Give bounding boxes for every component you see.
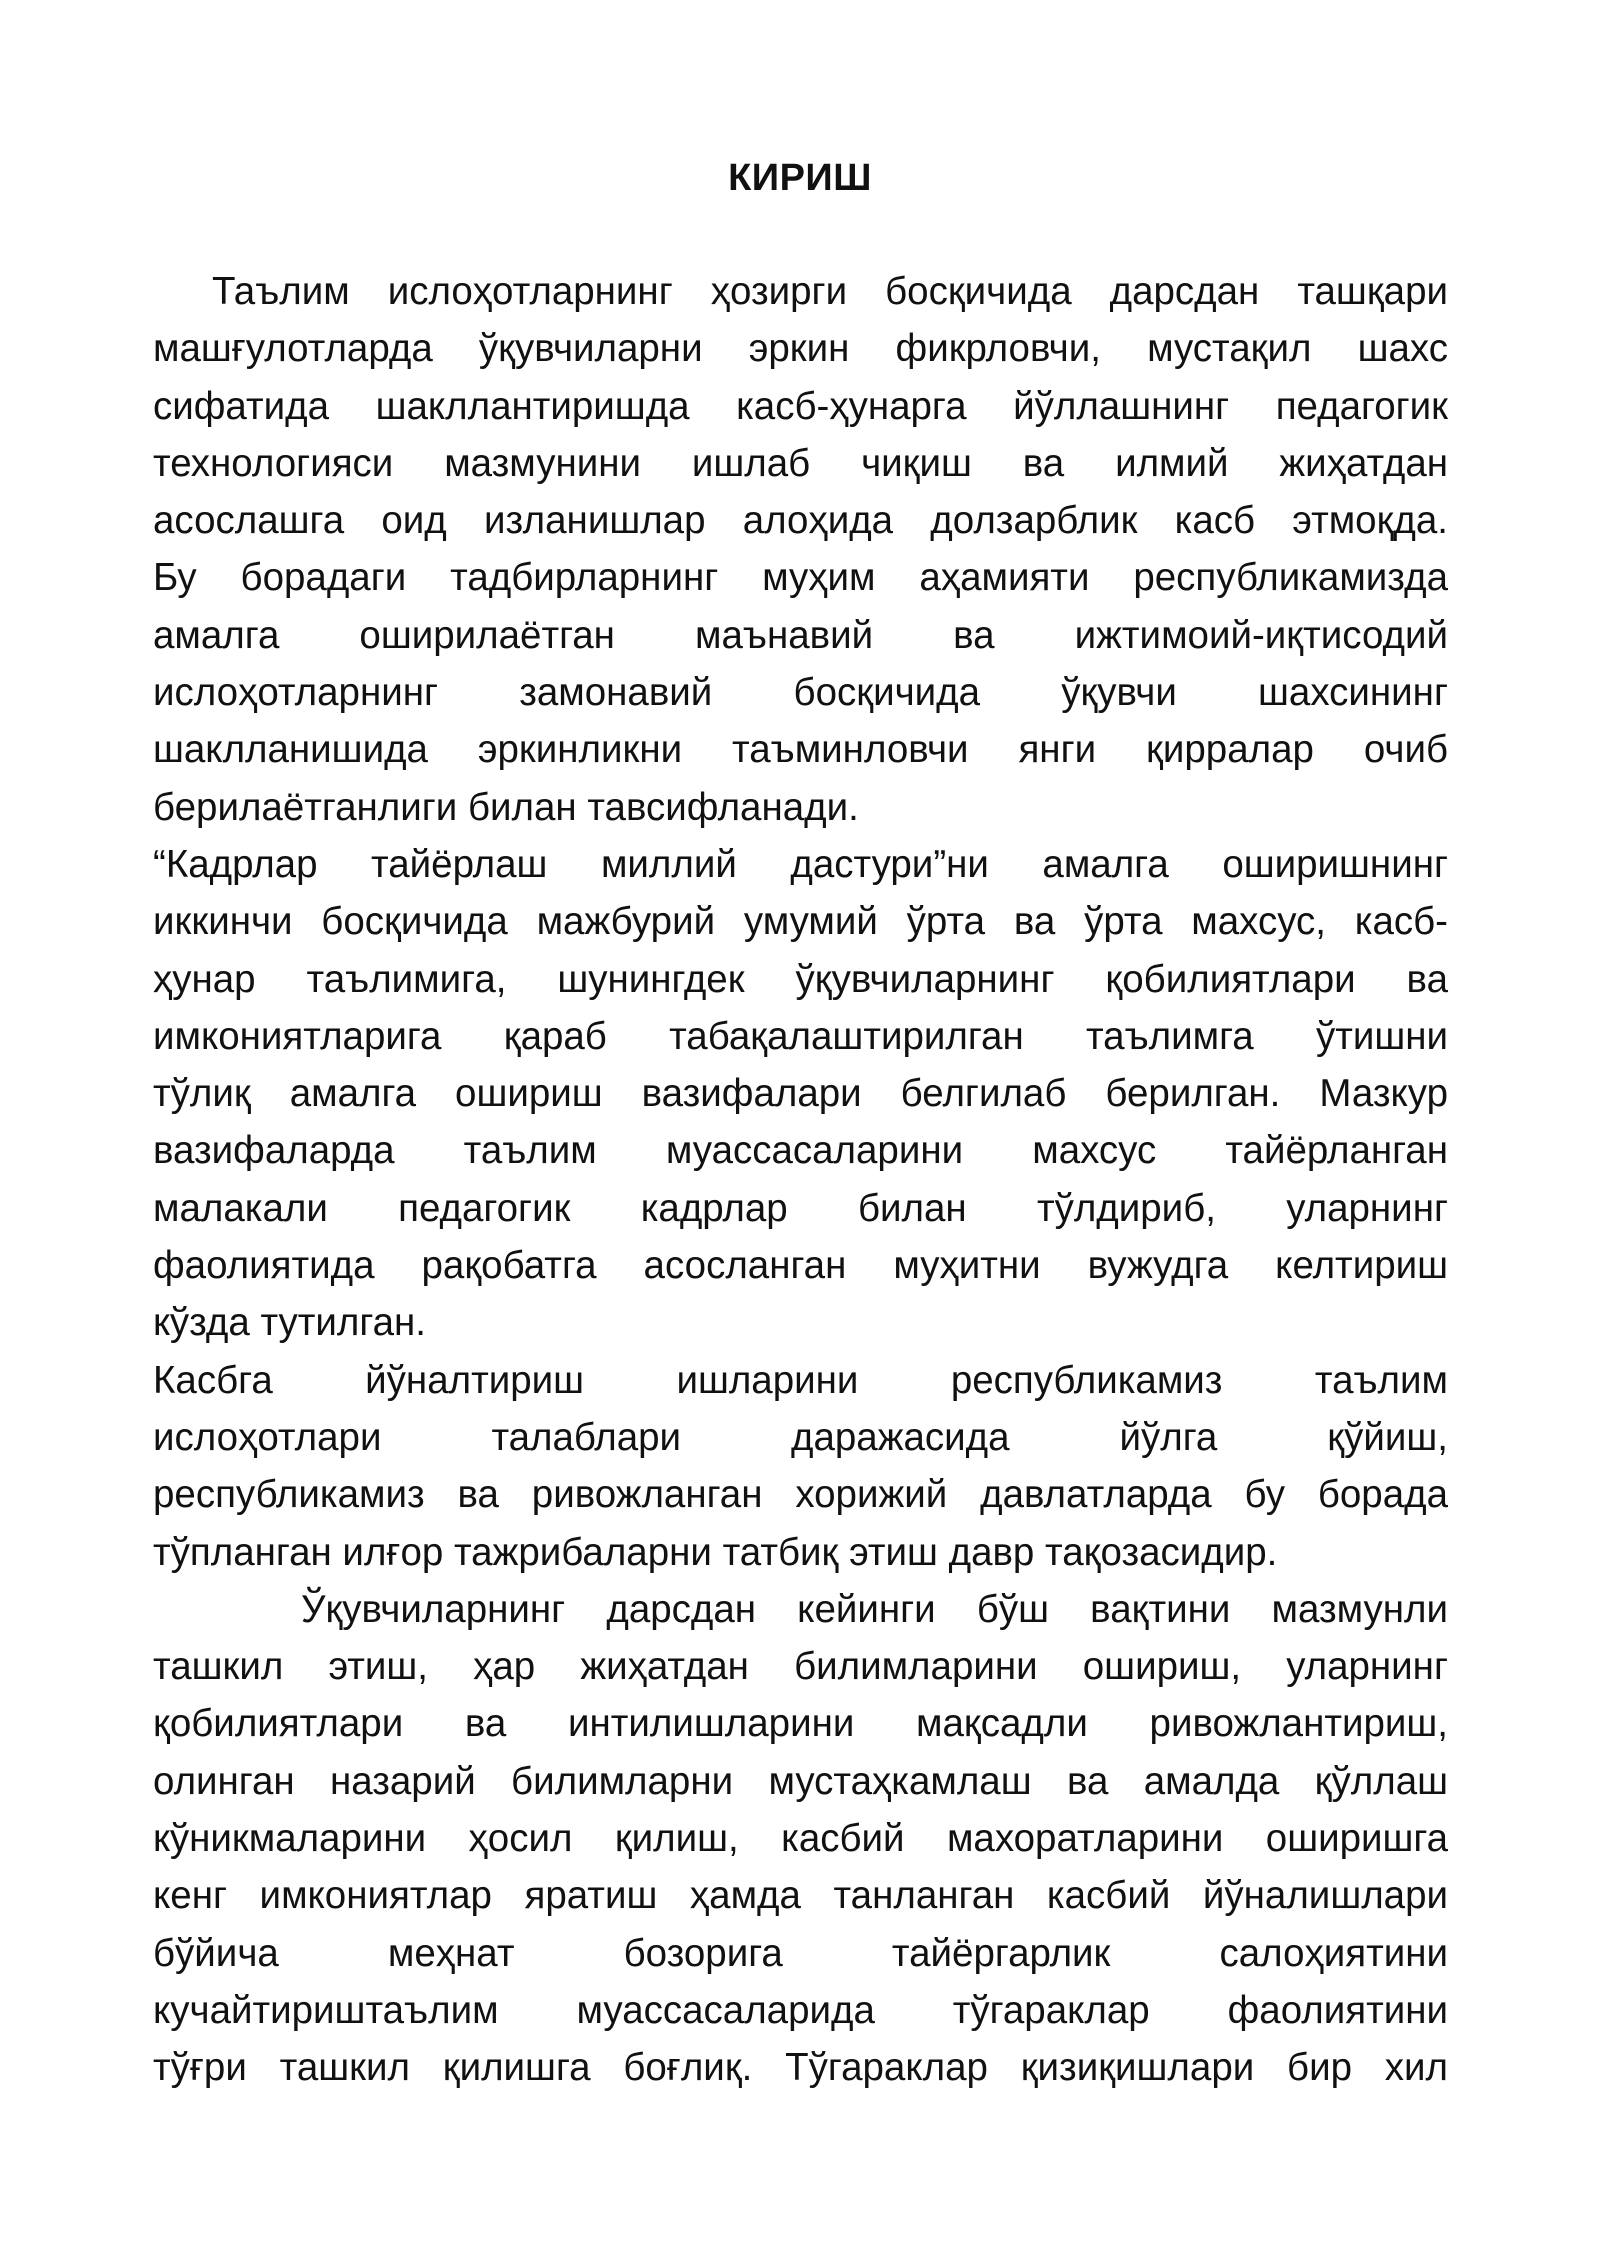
body-text xyxy=(153,263,1448,2097)
text-line: тўғри ташкил қилишга боғлиқ. Тўгараклар қизиқишлари бир хил xyxy=(153,2046,1448,2090)
text-line: тўлиқ амалга ошириш вазифалари белгилаб берилган. Мазкур xyxy=(153,1072,1448,1116)
text-line: ислоҳотларнинг замонавий босқичида ўқувчи шахсининг xyxy=(153,671,1448,715)
text-line: шаклланишида эркинликни таъминловчи янги қирралар очиб xyxy=(153,728,1448,772)
text-line: Бу борадаги тадбирларнинг муҳим аҳамияти республикамизда xyxy=(153,556,1448,600)
text-line: иккинчи босқичида мажбурий умумий ўрта ва ўрта махсус, касб- xyxy=(153,900,1448,944)
text-line: ислоҳотлари талаблари даражасида йўлга қўйиш, xyxy=(153,1415,1448,1459)
text-line: вазифаларда таълим муассасаларини махсус тайёрланган xyxy=(153,1129,1448,1173)
text-line: олинган назарий билимларни мустаҳкамлаш ва амалда қўллаш xyxy=(153,1759,1448,1803)
text-line: ҳунар таълимига, шунингдек ўқувчиларнинг қобилиятлари ва xyxy=(153,957,1448,1001)
text-line: Таълим ислоҳотларнинг ҳозирги босқичида дарсдан ташқари xyxy=(212,270,1448,313)
text-line: сифатида шакллантиришда касб-ҳунарга йўллашнинг педагогик xyxy=(153,384,1448,428)
text-line: амалга оширилаётган маънавий ва ижтимоий-иқтисодий xyxy=(153,613,1448,657)
page-title: КИРИШ xyxy=(728,157,872,199)
text-line: малакали педагогик кадрлар билан тўлдириб, уларнинг xyxy=(153,1186,1448,1230)
text-line: тўпланган илғор тажрибаларни татбиқ этиш давр тақозасидир. xyxy=(153,1530,1278,1574)
text-line: ташкил этиш, ҳар жиҳатдан билимларини ошириш, уларнинг xyxy=(153,1645,1448,1689)
text-line: берилаётганлиги билан тавсифланади. xyxy=(153,785,859,829)
text-line: фаолиятида рақобатга асосланган муҳитни вужудга келтириш xyxy=(153,1244,1448,1288)
text-line: Касбга йўналтириш ишларини республикамиз таълим xyxy=(153,1358,1448,1402)
text-line: кўникмаларини ҳосил қилиш, касбий махоратларини оширишга xyxy=(153,1817,1448,1861)
text-line: “Кадрлар тайёрлаш миллий дастури”ни амалга оширишнинг xyxy=(153,842,1448,886)
text-line: қобилиятлари ва интилишларини мақсадли ривожлантириш, xyxy=(153,1702,1448,1746)
text-line: технологияси мазмунини ишлаб чиқиш ва илмий жиҳатдан xyxy=(153,441,1448,485)
text-line: бўйича меҳнат бозорига тайёргарлик салоҳиятини xyxy=(153,1931,1448,1975)
text-line: кенг имкониятлар яратиш ҳамда танланган касбий йўналишлари xyxy=(153,1874,1448,1918)
text-line: республикамиз ва ривожланган хорижий давлатларда бу борада xyxy=(153,1473,1448,1517)
text-line: кўзда тутилган. xyxy=(153,1301,426,1345)
text-line: кучайтириштаълим муассасаларида тўгараклар фаолиятини xyxy=(153,1988,1448,2032)
text-line: машғулотларда ўқувчиларни эркин фикрловчи, мустақил шахс xyxy=(153,327,1448,371)
text-line: имкониятларига қараб табақалаштирилган таълимга ўтишни xyxy=(153,1014,1448,1058)
text-line: асослашга оид изланишлар алоҳида долзарблик касб этмоқда. xyxy=(153,499,1448,543)
text-line: Ўқувчиларнинг дарсдан кейинги бўш вақтини мазмунли xyxy=(301,1587,1448,1631)
